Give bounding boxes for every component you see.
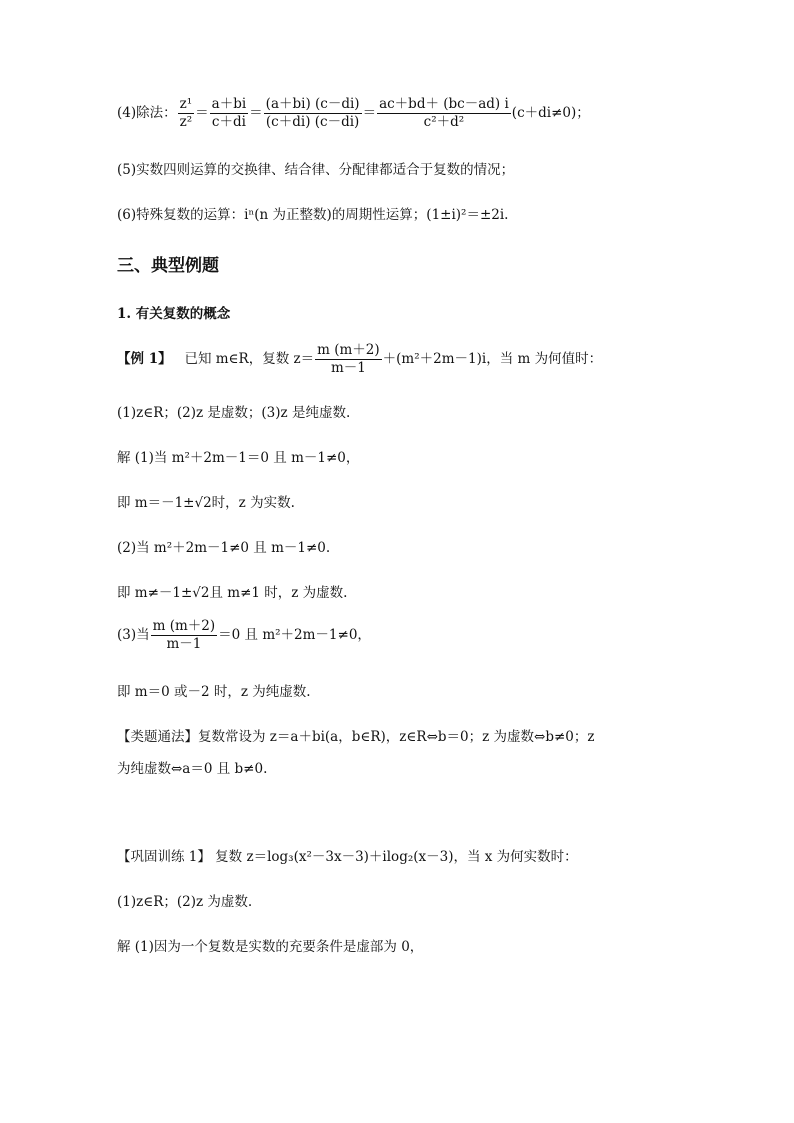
- solution-2: (2)当 m²＋2m－1≠0 且 m－1≠0.: [117, 540, 331, 556]
- subsection-title: 1. 有关复数的概念: [117, 306, 231, 322]
- item-6: (6)特殊复数的运算：iⁿ(n 为正整数)的周期性运算；(1±i)²＝±2i.: [117, 207, 509, 223]
- section-title: 三、典型例题: [117, 256, 219, 276]
- solution-3-result: 即 m＝0 或－2 时，z 为纯虚数.: [117, 684, 311, 700]
- fraction-z1-z2: $\frac{\text{z¹}}{\text{z²}}$: [179, 96, 193, 130]
- method-summary-line-2: 为纯虚数⇔a＝0 且 b≠0.: [117, 761, 268, 777]
- example-1-label: 【例 1】: [117, 351, 172, 367]
- division-formula: (4)除法： $\frac{\text{z¹}}{\text{z²}}$ ＝ $\frac{a+bi}{c+di}$ ＝ $\frac{(a+bi) (c-di)}{(c+di) (c-di)}$ ＝ $\frac{ac+bd+ (bc-ad) i}{\text{c²＋d²}}$ (c＋di≠0)；: [117, 96, 590, 130]
- solution-1: 解 (1)当 m²＋2m－1＝0 且 m－1≠0，: [117, 450, 360, 466]
- solution-3: (3)当 $\frac{m (m+2)}{m-1}$ ＝0 且 m²＋2m－1≠0，: [117, 618, 371, 652]
- practice-1-solution: 解 (1)因为一个复数是实数的充要条件是虚部为 0，: [117, 939, 424, 955]
- fraction-result: $\frac{ac+bd+ (bc-ad) i}{\text{c²＋d²}}$: [379, 96, 509, 130]
- practice-1: 【巩固训练 1】 复数 z＝log₃(x²－3x－3)＋ilog₂(x－3)，当 x 为何实数时：: [117, 849, 578, 865]
- item-5: (5)实数四则运算的交换律、结合律、分配律都适合于复数的情况；: [117, 162, 515, 178]
- division-condition: (c＋di≠0)；: [511, 105, 590, 121]
- example-1-fraction: $\frac{m (m+2)}{m-1}$: [317, 342, 380, 376]
- example-1: 【例 1】 已知 m∈R，复数 z＝ $\frac{m (m+2)}{m-1}$ ＋(m²＋2m－1)i，当 m 为何值时：: [117, 342, 603, 376]
- solution-2-result: 即 m≠－1±√2且 m≠1 时，z 为虚数.: [117, 585, 348, 601]
- questions: (1)z∈R；(2)z 是虚数；(3)z 是纯虚数.: [117, 405, 351, 421]
- practice-1-questions: (1)z∈R；(2)z 为虚数.: [117, 894, 253, 910]
- solution-3-fraction: $\frac{m (m+2)}{m-1}$: [152, 618, 216, 652]
- fraction-a-bi-over-c-di: $\frac{a+bi}{c+di}$: [211, 96, 247, 130]
- method-summary-line-1: 【类题通法】复数常设为 z＝a＋bi(a，b∈R)，z∈R⇔b＝0；z 为虚数⇔b≠0；z: [117, 729, 595, 745]
- fraction-expanded: $\frac{(a+bi) (c-di)}{(c+di) (c-di)}$: [265, 96, 360, 130]
- division-label: (4)除法：: [117, 105, 177, 121]
- solution-1-result: 即 m＝－1±√2时，z 为实数.: [117, 495, 295, 511]
